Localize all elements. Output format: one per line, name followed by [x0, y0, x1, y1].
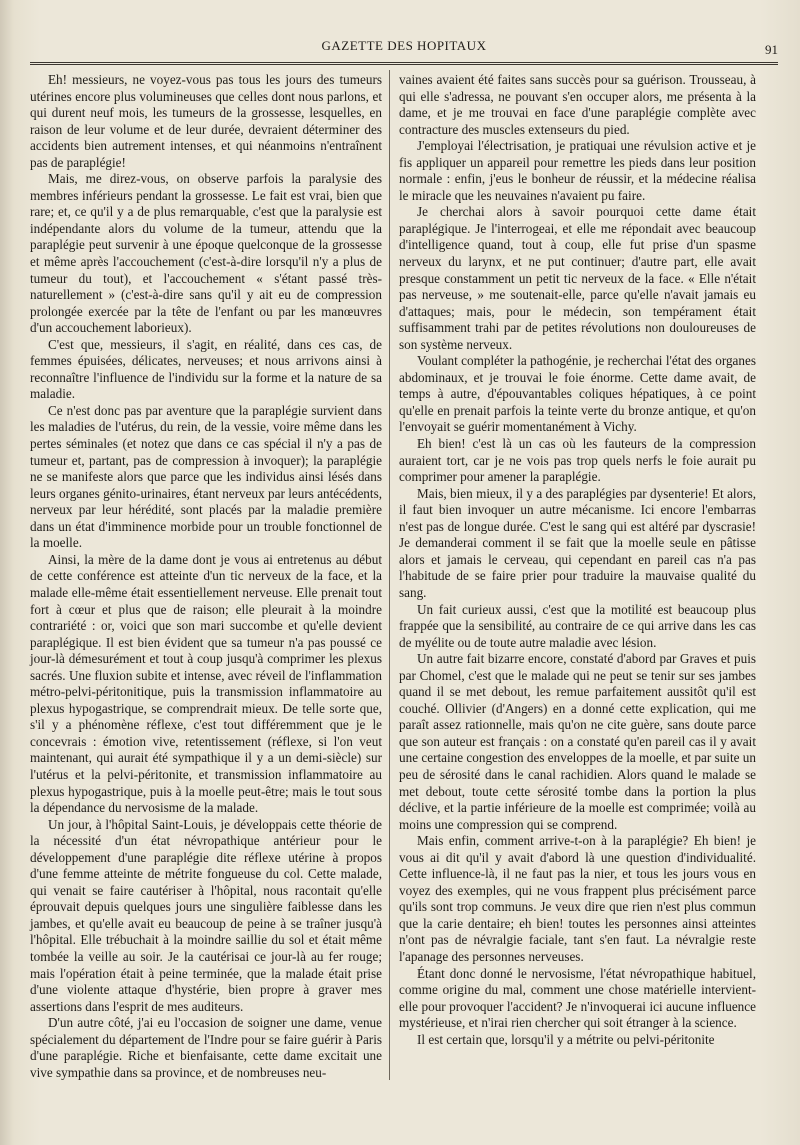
paragraph: D'un autre côté, j'ai eu l'occasion de soigner une dame, venue spécialement du département de l'Indre pour se faire guérir à Paris d'une paraplégie. Riche et bienfaisante, cette dame excitait une vive sympathie dans sa province, et de nombreuses neu- — [30, 1015, 382, 1080]
paragraph: Un jour, à l'hôpital Saint-Louis, je développais cette théorie de la nécessité d'un état névropathique antérieur pour le développement d'une paraplégie dite réflexe utérine à propos d'une femme atteinte de métrite fongueuse du col. Cette malade, qui venait se faire cautériser à l'hôpital, nous racontait qu'elle éprouvait depuis quelques jours une singulière faiblesse dans les jambes, et qu'elle avait eu beaucoup de peine à se traîner jusqu'à l'hôpital. Elle trébuchait à la moindre saillie du sol et était même tombée la veille au soir. Je la cautérisai ce jour-là au fer rouge; mais l'opération était à peine terminée, que la malade était prise d'une violente attaque d'hystérie, bien propre à graver mes assertions dans l'esprit de mes auditeurs. — [30, 816, 382, 1014]
column-divider — [389, 70, 390, 1080]
paragraph: Mais, me direz-vous, on observe parfois la paralysie des membres inférieurs pendant la grossesse. Le fait est vrai, bien que rare; et, ce qu'il y a de plus remarquable, c'est que la paralysie est indépendante alors du volume de la tumeur, attendu que la paraplégie peut survenir à une époque quelconque de la grossesse et même après l'accouchement (c'est-à-dire lorsqu'il n'y a plus de tumeur du tout), et l'accouchement « s'étant passé très-naturellement » (c'est-à-dire sans qu'il y ait eu de compression prolongée exercée par la tête de l'enfant ou par les manœuvres d'un accouchement laborieux). — [30, 171, 382, 336]
paragraph: Un autre fait bizarre encore, constaté d'abord par Graves et puis par Chomel, c'est que le malade qui ne peut se tenir sur ses jambes quand il se met debout, les remue parfaitement aussitôt qu'il est couché. Ollivier (d'Angers) en a donné cette explication, qui me paraît assez rationnelle, mais qu'on ne cite guère, sans doute parce que son auteur est français : on a constaté qu'en pareil cas il y avait une certaine congestion des enveloppes de la moelle, et par suite un peu de sérosité dans le canal rachidien. Alors quand le malade se met debout, toute cette sérosité tombe dans la portion la plus déclive, et la partie inférieure de la moelle est comprimée; voilà au moins une compression qui se comprend. — [399, 651, 756, 832]
paragraph: Étant donc donné le nervosisme, l'état névropathique habituel, comme origine du mal, comment une chose matérielle intervient-elle pour provoquer l'accident? Je n'invoquerai ici aucune influence mystérieuse, et n'irai rien chercher qui soit étranger à la science. — [399, 965, 756, 1031]
page-number: 91 — [765, 42, 778, 57]
header-rule — [30, 62, 778, 65]
paragraph: Mais enfin, comment arrive-t-on à la paraplégie? Eh bien! je vous ai dit qu'il y avait d'abord là une question d'individualité. Cette influence-là, il ne faut pas la nier, et tous les jours vous en voyez des exemples, qui ne vous frappent plus précisément parce qu'ils sont trop communs. Je veux dire que rien n'est plus commun que la carie dentaire; eh bien! toutes les personnes ainsi atteintes n'ont pas de névralgie faciale, tant s'en faut. La névralgie reste l'apanage des personnes nerveuses. — [399, 833, 756, 964]
paragraph: Voulant compléter la pathogénie, je recherchai l'état des organes abdominaux, et je trouvai le foie énorme. Cette dame avait, de temps à autre, d'épouvantables coliques hépatiques, à ce point qu'elle en prenait parfois la teinte verte du bronze antique, et qu'on l'envoyait se guérir momentanément à Vichy. — [399, 353, 756, 435]
paragraph: vaines avaient été faites sans succès pour sa guérison. Trousseau, à qui elle s'adressa, ne pouvant s'en occuper alors, me présenta à la dame, et je me trouvai en face d'une paraplégie complète avec contracture des muscles extenseurs du pied. — [399, 72, 756, 137]
running-title: GAZETTE DES HOPITAUX — [321, 38, 487, 53]
paragraph: Mais, bien mieux, il y a des paraplégies par dysenterie! Et alors, il faut bien invoquer un autre mécanisme. Ici encore l'embarras n'est pas de longue durée. C'est le sang qui est altéré par dyscrasie! Je demanderai comment il se fait que la moelle seule en pâtisse alors et jamais le cerveau, qui cependant en pareil cas n'a pas l'habitude de se faire prier pour traduire la mauvaise qualité du sang. — [399, 485, 756, 600]
paragraph: C'est que, messieurs, il s'agit, en réalité, dans ces cas, de femmes épuisées, délicates, nerveuses; et nous arrivons ainsi à reconnaître l'influence de l'individu sur la forme et la nature de sa maladie. — [30, 336, 382, 402]
paragraph: Ainsi, la mère de la dame dont je vous ai entretenus au début de cette conférence est atteinte d'un tic nerveux de la face, et la malade elle-même était essentiellement nerveuse. Elle prenait tout fort à cœur et plus que de raison; elle pleurait à la moindre contrariété : or, voici que son mari succombe et qu'elle devient paraplégique. Il est bien évident que sa tumeur n'a pas poussé ce jour-là démesurément et tout à coup jusqu'à comprimer les plexus sacrés. Une fluxion subite et intense, avec réveil de l'inflammation métro-pelvi-péritonitique, puis la transmission inflammatoire au plexus hypogastrique, se comprendrait mieux. De telle sorte que, s'il y a phénomène réflexe, c'est tout différemment que je le concevrais : émotion vive, retentissement (réflexe, si l'on veut maintenant, qui aurait été sympathique il y a un demi-siècle) sur l'utérus et la pelvi-péritonite, et transmission inflammatoire au plexus hypogastrique, puis à la moelle peut-être; mais le tout sous la dépendance du nervosisme de la malade. — [30, 551, 382, 816]
paragraph: Il est certain que, lorsqu'il y a métrite ou pelvi-péritonite — [417, 1031, 715, 1047]
right-column — [399, 72, 756, 1048]
paragraph: Ce n'est donc pas par aventure que la paraplégie survient dans les maladies de l'utérus, du rein, de la vessie, voire même dans les pertes séminales (et notez que dans ce cas spécial il n'y a pas de tumeur et, partant, pas de compression à invoquer); la paraplégie ne se manifeste alors que parce que les individus ainsi lésés dans leurs organes génito-urinaires, étant nerveux par leurs antécédents, nerveux par leur hérédité, sont placés par la maladie première dans un état d'imminence morbide pour un trouble fonctionnel de la moelle. — [30, 402, 382, 551]
left-column — [30, 72, 382, 1081]
paragraph: Eh! messieurs, ne voyez-vous pas tous les jours des tumeurs utérines encore plus volumineuses que celles dont nous parlons, et qui durent neuf mois, les tumeurs de la grossesse, lesquelles, en raison de leur volume et de leur durée, devraient déterminer des accidents bien autrement intenses, et qui néanmoins n'entraînent pas de paraplégie! — [30, 72, 382, 170]
page-header — [30, 38, 778, 62]
paragraph: Je cherchai alors à savoir pourquoi cette dame était paraplégique. Je l'interrogeai, et elle me répondait avec beaucoup d'intelligence quand, tout à coup, elle fut prise d'un spasme nerveux du larynx, et ne put continuer; d'autre part, elle avait presque constamment un petit tic nerveux de la face. « Elle n'était pas nerveuse, » me soutenait-elle, parce qu'elle n'avait jamais eu d'attaques; mais, pour le médecin, son tempérament était suffisamment trahi par de petites révolutions non douloureuses de son système nerveux. — [399, 204, 756, 352]
paragraph: Eh bien! c'est là un cas où les fauteurs de la compression auraient tort, car je ne vois pas trop quels nerfs le foie aurait pu comprimer pour amener la paraplégie. — [399, 436, 756, 485]
paragraph: J'employai l'électrisation, je pratiquai une révulsion active et je fis appliquer un appareil pour remettre les pieds dans leur position normale : enfin, j'eus le bonheur de réussir, et la médecine réalisa le miracle que les neuvaines n'avaient pu faire. — [399, 138, 756, 203]
paragraph: Un fait curieux aussi, c'est que la motilité est beaucoup plus frappée que la sensibilité, au contraire de ce qui arrive dans les cas de myélite ou de toute autre maladie avec lésion. — [399, 601, 756, 650]
